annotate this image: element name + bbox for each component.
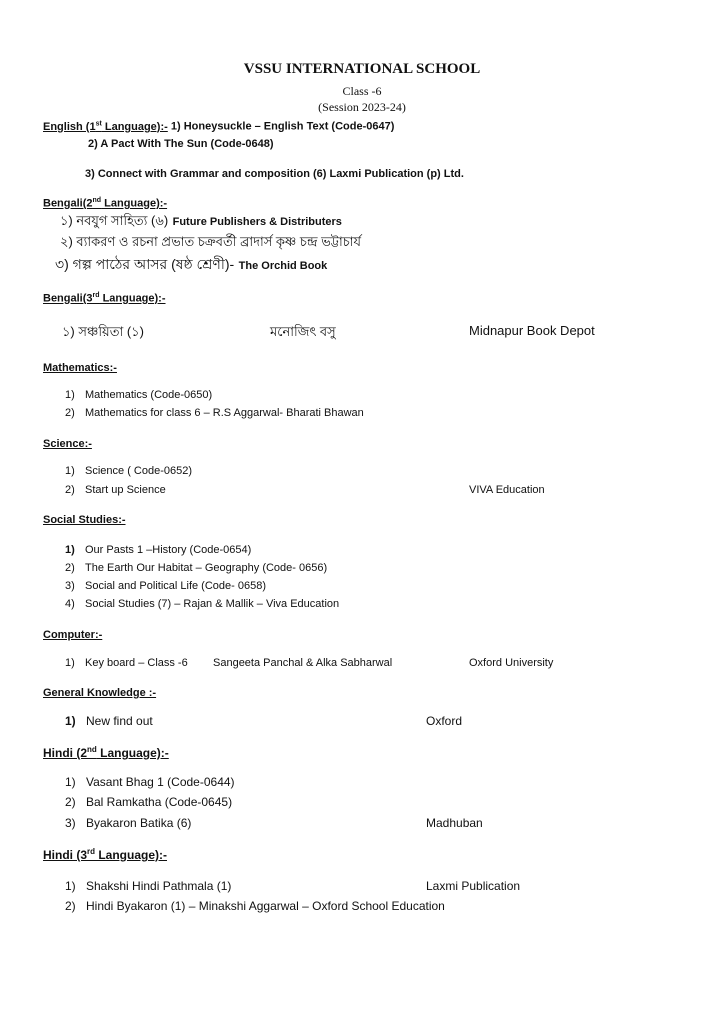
bengali2-item-2: ২) ব্যাকরণ ও রচনা প্রভাত চক্রবর্তী ব্রাদার্স কৃষ্ণ চন্দ্র ভট্টাচার্য	[60, 234, 361, 249]
mathematics-item-2: Mathematics for class 6 – R.S Aggarwal- Bharati Bhawan	[85, 407, 364, 419]
gk-item-1: New find out	[86, 714, 153, 728]
bengali3-item-1: ১) সঞ্চয়িতা (১)	[62, 324, 144, 339]
social-item-4: Social Studies (7) – Rajan & Mallik – Viva Education	[85, 598, 340, 610]
list-number: 2)	[65, 407, 75, 419]
social-item-1: Our Pasts 1 –History (Code-0654)	[85, 544, 252, 556]
list-number: 2)	[65, 795, 76, 809]
list-number: 1)	[65, 544, 75, 556]
science-heading: Science:-	[43, 438, 92, 450]
hindi3-item-1-publisher: Laxmi Publication	[426, 879, 521, 893]
list-number: 2)	[65, 899, 76, 913]
social-item-3: Social and Political Life (Code- 0658)	[85, 580, 266, 592]
science-item-1: Science ( Code-0652)	[85, 465, 193, 477]
computer-heading: Computer:-	[43, 629, 103, 641]
session-label: (Session 2023-24)	[318, 100, 406, 114]
mathematics-heading: Mathematics:-	[43, 362, 117, 374]
list-number: 3)	[65, 580, 75, 592]
list-number: 1)	[65, 879, 76, 893]
science-item-2-publisher: VIVA Education	[469, 484, 545, 496]
list-number: 1)	[65, 657, 75, 669]
bengali3-heading: Bengali(3rd Language):-	[43, 292, 166, 305]
list-number: 1)	[65, 775, 76, 789]
hindi2-heading: Hindi (2nd Language):-	[43, 745, 169, 760]
english-item-3: 3) Connect with Grammar and composition (6) Laxmi Publication (p) Ltd.	[85, 168, 464, 180]
social-heading: Social Studies:-	[43, 514, 126, 526]
list-number: 2)	[65, 484, 75, 496]
computer-item-1-authors: Sangeeta Panchal & Alka Sabharwal	[213, 657, 393, 669]
list-number: 1)	[65, 714, 76, 728]
class-label: Class -6	[342, 84, 382, 98]
list-number: 3)	[65, 816, 76, 830]
hindi2-item-1: Vasant Bhag 1 (Code-0644)	[86, 775, 235, 789]
english-item-2: 2) A Pact With The Sun (Code-0648)	[88, 138, 274, 150]
hindi3-heading: Hindi (3rd Language):-	[43, 847, 167, 862]
social-item-2: The Earth Our Habitat – Geography (Code- 0656)	[85, 562, 328, 574]
list-number: 1)	[65, 389, 75, 401]
mathematics-item-1: Mathematics (Code-0650)	[85, 389, 213, 401]
hindi2-item-3-publisher: Madhuban	[426, 816, 483, 830]
list-number: 4)	[65, 598, 75, 610]
hindi3-item-1: Shakshi Hindi Pathmala (1)	[86, 879, 232, 893]
bengali3-item-1-author: মনোজিৎ বসু	[270, 324, 336, 339]
school-title: VSSU INTERNATIONAL SCHOOL	[243, 61, 481, 77]
science-item-2: Start up Science	[85, 484, 166, 496]
bengali2-item-1: ১) নবযুগ সাহিত্য (৬) Future Publishers & Distributers	[60, 213, 342, 228]
computer-item-1: Key board – Class -6	[85, 657, 188, 669]
hindi3-item-2: Hindi Byakaron (1) – Minakshi Aggarwal – Oxford School Education	[86, 899, 445, 913]
hindi2-item-3: Byakaron Batika (6)	[86, 816, 192, 830]
bengali2-item-3: ৩) গল্প পাঠের আসর (ষষ্ঠ শ্রেণী)- The Orchid Book	[55, 256, 328, 272]
bengali2-heading: Bengali(2nd Language):-	[43, 197, 168, 210]
english-heading: English (1st Language):-	[43, 120, 168, 133]
english-item-1: 1) Honeysuckle – English Text (Code-0647)	[170, 120, 395, 133]
bengali3-item-1-publisher: Midnapur Book Depot	[469, 323, 595, 338]
hindi2-item-2: Bal Ramkatha (Code-0645)	[86, 795, 233, 809]
english-section	[43, 120, 394, 133]
computer-item-1-publisher: Oxford University	[469, 657, 554, 669]
list-number: 1)	[65, 465, 75, 477]
gk-heading: General Knowledge :-	[43, 687, 157, 699]
gk-item-1-publisher: Oxford	[426, 714, 463, 728]
list-number: 2)	[65, 562, 75, 574]
